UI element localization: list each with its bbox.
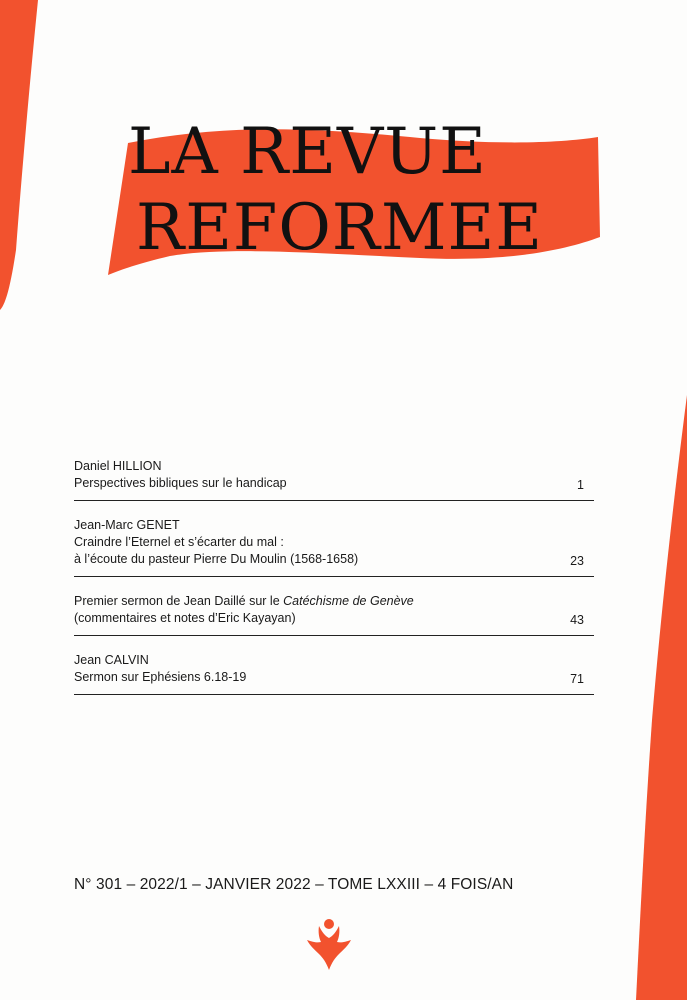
toc-author: Jean CALVIN — [74, 653, 149, 667]
toc-entry — [74, 587, 594, 636]
toc-entry — [74, 511, 594, 577]
toc-subtitle: (commentaires et notes d’Eric Kayayan) — [74, 611, 296, 625]
toc-subtitle: à l’écoute du pasteur Pierre Du Moulin (1568-1658) — [74, 552, 359, 566]
toc-title: Craindre l’Eternel et s’écarter du mal : — [74, 535, 284, 549]
toc-title-prefix: Premier sermon de Jean Daillé sur le — [74, 594, 284, 608]
right-orange-band — [636, 395, 687, 1000]
toc-author: Jean-Marc GENET — [74, 518, 180, 532]
toc-title: Perspectives bibliques sur le handicap — [74, 476, 287, 490]
toc-page-number: 1 — [577, 478, 584, 492]
toc-entry — [74, 646, 594, 695]
toc-page-number: 23 — [570, 554, 584, 568]
left-orange-band — [0, 0, 38, 310]
toc-entry — [74, 458, 594, 501]
title-line-2: REFORMEE — [136, 191, 543, 265]
toc-title: Sermon sur Ephésiens 6.18-19 — [74, 670, 247, 684]
dove-icon — [307, 918, 351, 970]
issue-info: N° 301 – 2022/1 – JANVIER 2022 – TOME LXXIII – 4 FOIS/AN — [74, 876, 514, 893]
toc-title — [74, 593, 594, 610]
toc-title-italic: Catéchisme de Genève — [283, 594, 414, 608]
title-line-1: LA REVUE — [128, 115, 487, 189]
toc-page-number: 43 — [570, 613, 584, 627]
table-of-contents — [74, 458, 594, 705]
toc-page-number: 71 — [570, 672, 584, 686]
toc-author: Daniel HILLION — [74, 459, 162, 473]
